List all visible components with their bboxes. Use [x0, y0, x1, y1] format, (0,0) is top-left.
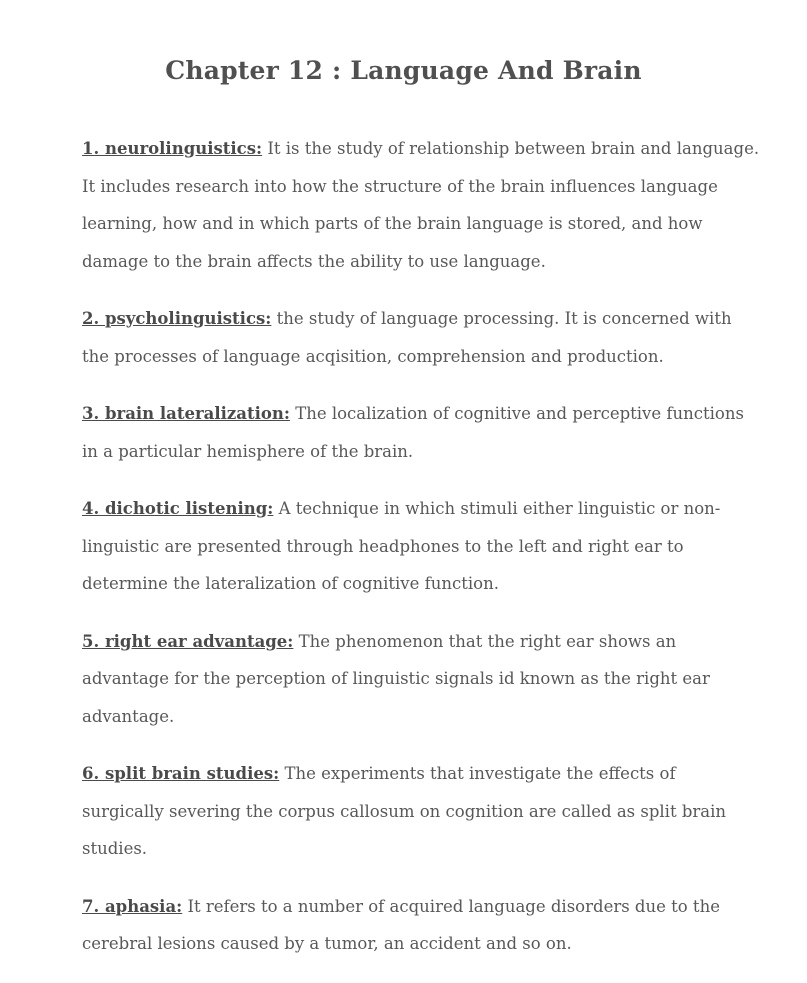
entry-definition: the study of language processing. It is concerned with the processes of language acqisition, comprehension and production.	[82, 309, 732, 366]
entry-term: 2. psycholinguistics:	[82, 309, 272, 328]
entry-term: 5. right ear advantage:	[82, 631, 294, 651]
glossary-entry-aphasia	[82, 888, 762, 963]
entry-definition: It is the study of relationship between brain and language. It includes research into how the structure of the brain influences language learning, how and in which parts of the brain language is stored, and how damage to the brain affects the ability to use language.	[82, 139, 760, 271]
glossary-entry-psycholinguistics	[82, 300, 762, 375]
glossary-entry-right-ear-advantage	[82, 623, 762, 736]
entry-definition: The experiments that investigate the effects of surgically severing the corpus callosum on cognition are called as split brain studies.	[82, 764, 727, 858]
entry-term: 6. split brain studies:	[82, 764, 280, 783]
glossary-entry-neurolinguistics	[82, 130, 762, 280]
glossary-entry-brain-lateralization	[82, 395, 762, 470]
entry-term: 4. dichotic listening:	[82, 499, 274, 518]
glossary-entry-dichotic-listening	[82, 490, 762, 603]
glossary-list	[82, 130, 762, 983]
glossary-entry-split-brain-studies	[82, 755, 762, 868]
entry-definition: The phenomenon that the right ear shows an advantage for the perception of linguistic signals id known as the right ear advantage.	[82, 631, 710, 726]
entry-definition: It refers to a number of acquired language disorders due to the cerebral lesions caused by a tumor, an accident and so on.	[82, 896, 720, 953]
page-title: Chapter 12 : Language And Brain	[165, 56, 642, 85]
entry-term: 1. neurolinguistics:	[82, 139, 263, 158]
entry-definition: A technique in which stimuli either linguistic or non-linguistic are presented through headphones to the left and right ear to determine the lateralization of cognitive function.	[82, 499, 721, 593]
entry-term: 7. aphasia:	[82, 896, 183, 916]
entry-definition: The localization of cognitive and perceptive functions in a particular hemisphere of the brain.	[82, 404, 744, 461]
entry-term: 3. brain lateralization:	[82, 404, 290, 423]
